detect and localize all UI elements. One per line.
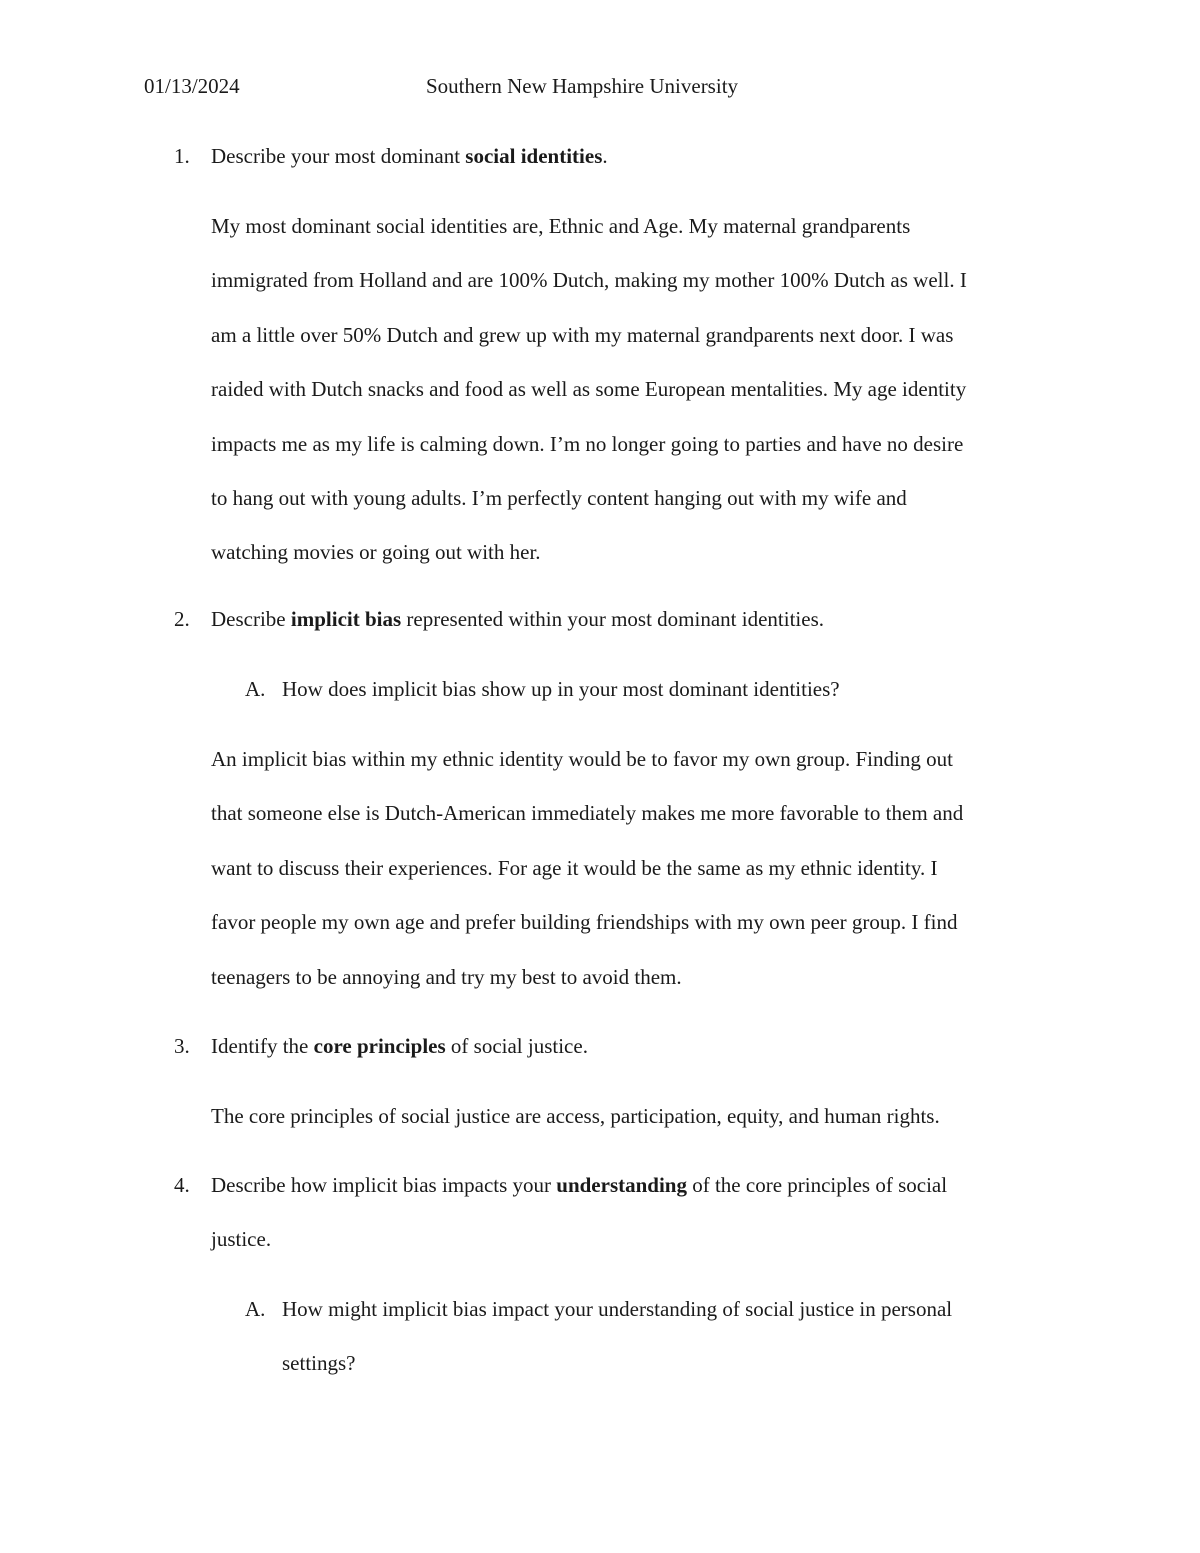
answer-line: My most dominant social identities are, Ethnic and Age. My maternal grandparents [211, 214, 911, 238]
subquestion-letter: A. [245, 1297, 266, 1321]
subquestion-text: How might implicit bias impact your understanding of social justice in personal [282, 1297, 953, 1321]
answer-line: favor people my own age and prefer building friendships with my own peer group. I find [211, 910, 958, 935]
answer-line: to hang out with young adults. I’m perfectly content hanging out with my wife and [211, 486, 907, 511]
question-4-continuation [211, 1212, 1071, 1266]
answer-line: watching movies or going out with her. [211, 540, 541, 565]
answer-line: The core principles of social justice are access, participation, equity, and human rights. [211, 1104, 940, 1128]
answer-2 [211, 732, 1071, 1004]
question-keyword: social identities [465, 144, 603, 168]
question-number: 3. [174, 1034, 190, 1058]
answer-line: impacts me as my life is calming down. I’m no longer going to parties and have no desire [211, 431, 964, 456]
subquestion-text: How does implicit bias show up in your most dominant identities? [282, 677, 840, 701]
question-number: 1. [174, 144, 190, 168]
subquestion-letter: A. [245, 677, 266, 701]
question-keyword: understanding [556, 1173, 687, 1197]
question-text: Describe your most dominant social identities. [211, 144, 608, 168]
answer-line: An implicit bias within my ethnic identity would be to favor my own group. Finding out [211, 747, 953, 771]
answer-1 [211, 199, 1071, 580]
question-number: 2. [174, 607, 190, 631]
question-text: Describe implicit bias represented within your most dominant identities. [211, 607, 824, 631]
answer-line: that someone else is Dutch-American immediately makes me more favorable to them and [211, 801, 964, 826]
answer-line: raided with Dutch snacks and food as well as some European mentalities. My age identity [211, 377, 967, 402]
answer-3 [211, 1089, 1071, 1143]
question-keyword: core principles [313, 1034, 446, 1058]
answer-line: immigrated from Holland and are 100% Dutch, making my mother 100% Dutch as well. I [211, 268, 967, 293]
answer-line: teenagers to be annoying and try my best to avoid them. [211, 964, 682, 989]
answer-line: am a little over 50% Dutch and grew up with my maternal grandparents next door. I was [211, 322, 954, 347]
header-date: 01/13/2024 [144, 74, 240, 98]
question-keyword: implicit bias [290, 607, 402, 631]
page-header [144, 74, 1056, 102]
question-text: Describe how implicit bias impacts your understanding of the core principles of social [211, 1173, 948, 1197]
subquestion-4a-continuation [282, 1336, 1072, 1390]
header-school-name: Southern New Hampshire University [426, 74, 739, 98]
question-text: Identify the core principles of social justice. [211, 1034, 588, 1058]
question-number: 4. [174, 1173, 190, 1197]
answer-line: want to discuss their experiences. For age it would be the same as my ethnic identity. I [211, 855, 938, 880]
subquestion-text: settings? [282, 1351, 356, 1375]
question-text: justice. [211, 1227, 272, 1251]
